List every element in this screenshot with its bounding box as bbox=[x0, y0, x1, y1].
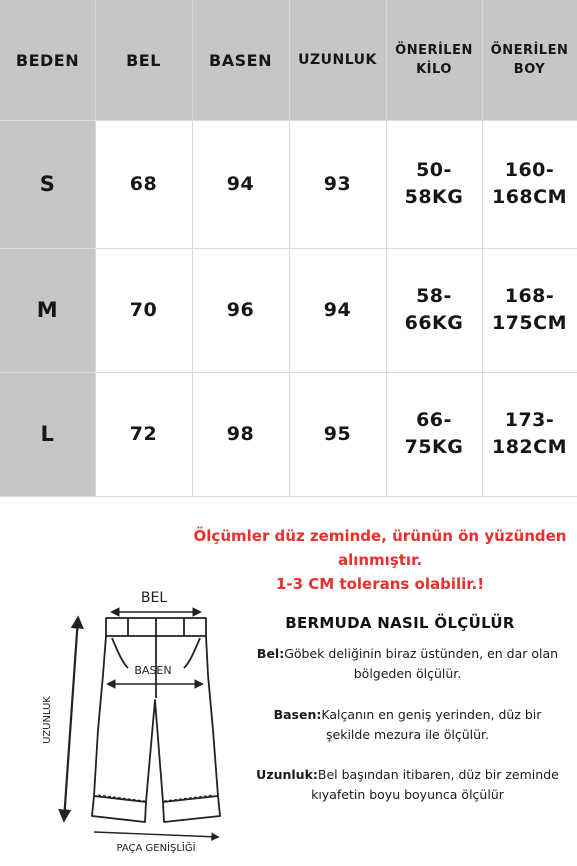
measurement-notice bbox=[190, 524, 570, 596]
header-onerilen-kilo bbox=[386, 0, 482, 120]
row-l-boy-line2: 182CM bbox=[491, 436, 567, 458]
row-m-uzunluk: 94 bbox=[323, 298, 352, 321]
basen-description bbox=[245, 705, 570, 745]
row-s-basen: 94 bbox=[226, 172, 255, 195]
header-bel: BEL bbox=[126, 50, 161, 70]
bel-text-1: Göbek deliğinin biraz üstünden, en dar olan bbox=[284, 646, 559, 661]
header-onerilen-kilo-line1: ÖNERİLEN bbox=[395, 43, 473, 58]
row-m-boy bbox=[482, 248, 577, 372]
row-m-kilo-line1: 58- bbox=[416, 285, 452, 307]
shorts-measurement-diagram bbox=[0, 580, 240, 866]
row-m-bel: 70 bbox=[129, 298, 158, 321]
bel-text-2: bölgeden ölçülür. bbox=[353, 666, 462, 681]
header-onerilen-boy bbox=[482, 0, 577, 120]
basen-text-2: şekilde mezura ile ölçülür. bbox=[326, 727, 489, 742]
row-m-boy-line1: 168- bbox=[504, 285, 555, 307]
header-basen: BASEN bbox=[209, 50, 272, 70]
shorts-outline-icon bbox=[92, 618, 220, 822]
uzunluk-arrow bbox=[64, 618, 78, 820]
paca-label: PAÇA GENİŞLİĞİ bbox=[116, 843, 196, 854]
row-s-kilo-line1: 50- bbox=[416, 159, 452, 181]
uzunluk-description bbox=[245, 765, 570, 805]
row-l-size: L bbox=[40, 421, 55, 446]
row-l-boy bbox=[482, 372, 577, 496]
notice-line-1: Ölçümler düz zeminde, ürünün ön yüzünden bbox=[193, 527, 567, 545]
row-l-kilo-line2: 75KG bbox=[404, 436, 464, 458]
uzunluk-text-2: kıyafetin boyu boyunca ölçülür bbox=[311, 787, 504, 802]
basen-term: Basen: bbox=[273, 707, 322, 722]
header-onerilen-kilo-line2: KİLO bbox=[416, 62, 452, 77]
row-l-basen: 98 bbox=[226, 422, 255, 445]
row-s-boy bbox=[482, 120, 577, 248]
row-m-kilo bbox=[386, 248, 482, 372]
bel-term: Bel: bbox=[256, 646, 285, 661]
row-s-boy-line2: 168CM bbox=[491, 186, 567, 208]
paca-arrow bbox=[94, 832, 218, 837]
header-beden: BEDEN bbox=[15, 50, 80, 70]
row-l-bel: 72 bbox=[129, 422, 158, 445]
row-m-kilo-line2: 66KG bbox=[404, 312, 464, 334]
header-onerilen-boy-line2: BOY bbox=[513, 62, 546, 77]
notice-line-2: alınmıştır. bbox=[337, 551, 423, 569]
notice-line-3: 1-3 CM tolerans olabilir.! bbox=[275, 575, 485, 593]
row-m-boy-line2: 175CM bbox=[491, 312, 567, 334]
row-s-kilo bbox=[386, 120, 482, 248]
row-s-boy-line1: 160- bbox=[504, 159, 555, 181]
uzunluk-text-1: Bel başından itibaren, düz bir zeminde bbox=[317, 767, 559, 782]
uzunluk-term: Uzunluk: bbox=[256, 767, 318, 782]
row-l-boy-line1: 173- bbox=[504, 409, 555, 431]
row-l-kilo bbox=[386, 372, 482, 496]
row-s-kilo-line2: 58KG bbox=[404, 186, 464, 208]
row-m-size: M bbox=[36, 297, 59, 322]
basen-text-1: Kalçanın en geniş yerinden, düz bir bbox=[321, 707, 542, 722]
bel-description bbox=[245, 644, 570, 684]
row-m-basen: 96 bbox=[226, 298, 255, 321]
basen-label: BASEN bbox=[134, 664, 172, 677]
header-uzunluk: UZUNLUK bbox=[298, 52, 377, 68]
row-l-kilo-line1: 66- bbox=[416, 409, 452, 431]
row-l-uzunluk: 95 bbox=[323, 422, 352, 445]
uzunluk-label: UZUNLUK bbox=[42, 696, 53, 744]
guide-title: BERMUDA NASIL ÖLÇÜLÜR bbox=[285, 614, 515, 632]
header-onerilen-boy-line1: ÖNERİLEN bbox=[490, 43, 569, 58]
row-s-bel: 68 bbox=[129, 172, 158, 195]
row-s-uzunluk: 93 bbox=[323, 172, 352, 195]
row-s-size: S bbox=[39, 171, 56, 196]
bel-label: BEL bbox=[140, 590, 168, 606]
